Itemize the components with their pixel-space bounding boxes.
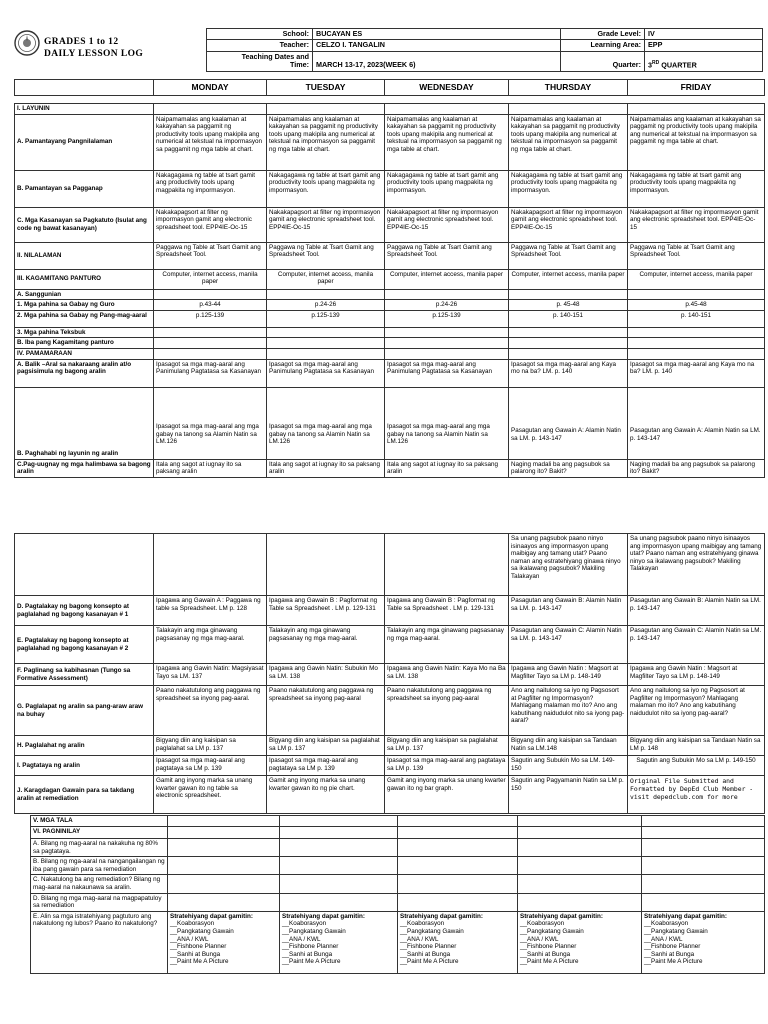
pagninilay-heading: VI. PAGNINILAY	[31, 827, 168, 839]
school-value: BUCAYAN ES	[313, 29, 561, 40]
cell: Naging madali ba ang pagsubok sa palarong ito? Bakit?	[509, 459, 628, 477]
row-label-pamamaraan: IV. PAMAMARAAN	[15, 348, 154, 359]
cell: Paggawa ng Table at Tsart Gamit ang Spreadsheet Tool.	[267, 242, 385, 269]
cell: p. 140-151	[628, 310, 765, 327]
lesson-table-bottom	[14, 533, 764, 814]
teacher-value: CELZO I. TANGALIN	[313, 40, 561, 51]
day-monday: MONDAY	[154, 80, 267, 96]
cell: Gamit ang inyong marka sa unang kwarter gawan ito ng table sa electronic spreadsheet.	[154, 776, 267, 814]
cell: Bigyang diin ang kaisipan sa Tandaan Natin sa LM.148	[509, 736, 628, 756]
cell: p.125-139	[267, 310, 385, 327]
day-tuesday: TUESDAY	[267, 80, 385, 96]
cell: Sagutin ang Subukin Mo sa LM p. 149-150	[628, 756, 765, 776]
cell: Ipasagot sa mga mag-aaral ang mga gabay na tanong sa Alamin Natin sa LM.126	[154, 387, 267, 459]
row-label-paglinang: F. Paglinang sa kabihasnan (Tungo sa Formative Assessment)	[15, 664, 154, 686]
cell: Computer, internet access, manila paper	[154, 269, 267, 289]
cell: Ipasagot sa mga mag-aaral ang Panimulang Pagtatasa sa Kasanayan	[267, 359, 385, 387]
cell: Naipamamalas ang kaalaman at kakayahan sa paggamit ng productivity tools upang makipila ang numerical at tekstual na impormasyon sa paggamit ng mga table at chart.	[267, 114, 385, 170]
cell: p. 140-151	[509, 310, 628, 327]
strategy-item: __Koaborasyon	[644, 920, 689, 928]
row-label-paghahabi: B. Paghahabi ng layunin ng aralin	[15, 387, 154, 459]
reflection-row-e: E. Alin sa mga istratehiyang pagtuturo ang nakatulong ng lubos? Paano ito nakatulong?	[31, 911, 168, 973]
row-label-pagtalakay-1: D. Pagtalakay ng bagong konsepto at paglalahad ng bagong kasanayan # 1	[15, 596, 154, 626]
cell: Computer, internet access, manila paper	[267, 269, 385, 289]
dates-value: MARCH 13-17, 2023(WEEK 6)	[313, 51, 561, 71]
cell: p.45-48	[628, 300, 765, 311]
day-blank	[15, 80, 154, 96]
strategy-item: __ANA / KWL	[520, 935, 559, 943]
strategy-item: __Sanhi at Bunga	[170, 950, 221, 958]
dates-label	[207, 51, 313, 71]
cell: p.24-26	[385, 300, 509, 311]
cell: Pasagutan ang Gawain C: Alamin Natin sa LM. p. 143-147	[628, 626, 765, 664]
quarter-label: Quarter:	[561, 51, 645, 71]
cell: Ano ang naitulong sa iyo ng Pagsosort at Pagfilter ng Impormasyon? Mahlagang malaman mo ito? Ano ang kabutihang naidudulot nito sa iyong pag-aaral?	[509, 686, 628, 736]
strategy-item: __Pangkatang Gawain	[644, 927, 708, 935]
row-label-nilalaman: II. NILALAMAN	[15, 242, 154, 269]
cell: Nakagagawa ng table at tsart gamit ang productivity tools upang magpakita ng impormasyon.	[509, 170, 628, 207]
strategy-item: __ANA / KWL	[644, 935, 683, 943]
strategy-item: __Koaborasyon	[282, 920, 327, 928]
cell: Bigyang diin ang kaisipan sa paglalahat sa LM p. 137	[154, 736, 267, 756]
cell: Pasagutan ang Gawain B: Alamin Natin sa LM. p. 143-147	[628, 596, 765, 626]
strategies-tuesday	[280, 911, 398, 973]
cell: Nakakapagsort at filter ng impormasyon gamit ang electronic spreadsheet tool. EPP4IE-Oc-15	[509, 207, 628, 242]
cell: Ipasagot sa mga mag-aaral ang Panimulang Pagtatasa sa Kasanayan	[385, 359, 509, 387]
cell: Talakayin ang mga ginawang pagsasanay ng mga mag-aaral.	[267, 626, 385, 664]
strategy-item: __ANA / KWL	[400, 935, 439, 943]
row-label-balik-aral: A. Balik –Aral sa nakaraang aralin at/o pagsisimula ng bagong aralin	[15, 359, 154, 387]
title-line-2: DAILY LESSON LOG	[44, 49, 144, 59]
cell: Nakakapagsort at filter ng impormasyon gamit ang electronic spreadsheet tool. EPP4IE-Oc-15	[385, 207, 509, 242]
cell: Naging madali ba ang pagsubok sa palarong ito? Bakit?	[628, 459, 765, 477]
mga-tala-heading: V. MGA TALA	[31, 816, 168, 827]
strategies-wednesday	[398, 911, 518, 973]
title-line-1: GRADES 1 to 12	[44, 37, 119, 47]
strategy-item: __Pangkatang Gawain	[170, 927, 234, 935]
deped-seal-logo	[14, 30, 40, 56]
strategy-item: __Paint Me A Picture	[170, 958, 229, 966]
cell: Paggawa ng Table at Tsart Gamit ang Spreadsheet Tool.	[385, 242, 509, 269]
cell: Itala ang sagot at iugnay ito sa paksang aralin	[267, 459, 385, 477]
cell: p.125-139	[154, 310, 267, 327]
strategy-item: __Koaborasyon	[520, 920, 565, 928]
row-label-pamantayan-sa-pagganap: B. Pamantayan sa Pagganap	[15, 170, 154, 207]
strategy-item: __Pangkatang Gawain	[282, 927, 346, 935]
cell: Ano ang naitulong sa iyo ng Pagsosort at Pagfilter ng Impormasyon? Mahlagang malaman mo ito? Ano ang kabutihang naidudulot nito sa iyong pag-aaral?	[628, 686, 765, 736]
cell: Bigyang diin ang kaisipan sa paglalahat sa LM p. 137	[267, 736, 385, 756]
cell: p.43-44	[154, 300, 267, 311]
cell: Paggawa ng Table at Tsart Gamit ang Spreadsheet Tool.	[509, 242, 628, 269]
row-label-pagtalakay-2: E. Pagtalakay ng bagong konsepto at paglalahad ng bagong kasanayan # 2	[15, 626, 154, 664]
cell: Ipasagot sa mga mag-aaral ang Kaya mo na ba? LM. p. 140	[628, 359, 765, 387]
cell: Bigyang diin ang kaisipan sa Tandaan Natin sa LM p. 148	[628, 736, 765, 756]
strategies-title: Stratehiyang dapat gamitin:	[400, 912, 483, 920]
cell: Itala ang sagot at iugnay ito sa paksang aralin	[154, 459, 267, 477]
day-wednesday: WEDNESDAY	[385, 80, 509, 96]
row-label-paglalahat: H. Paglalahat ng aralin	[15, 736, 154, 756]
cell: p.125-139	[385, 310, 509, 327]
cell: Ipagawa ang Gawin Natin : Magsort at Magfilter Tayo sa LM p. 148-149	[509, 664, 628, 686]
reflection-row-a: A. Bilang ng mag-aaral na nakakuha ng 80% sa pagtataya.	[31, 839, 168, 857]
reflection-row-d: D. Bilang ng mga mag-aaral na magpapatuloy sa remediation	[31, 893, 168, 911]
quarter-value: 3RD QUARTER	[645, 51, 763, 71]
row-label-pagtataya: I. Pagtataya ng aralin	[15, 756, 154, 776]
cell: Paano nakatutulong ang paggawa ng spreadsheet sa inyong pag-aaral	[267, 686, 385, 736]
cell: Paano nakatutulong ang paggawa ng spreadsheet sa inyong pag-aaral.	[154, 686, 267, 736]
strategies-title: Stratehiyang dapat gamitin:	[282, 912, 365, 920]
strategies-title: Stratehiyang dapat gamitin:	[644, 912, 727, 920]
cell: Pasagutan ang Gawain C: Alamin Natin sa LM. p. 143-147	[509, 626, 628, 664]
cell: Nakagagawa ng table at tsart gamit ang productivity tools upang magpakita ng impormasyon.	[385, 170, 509, 207]
row-label-kagamitang-panturo: III. KAGAMITANG PANTURO	[15, 269, 154, 289]
school-label: School:	[207, 29, 313, 40]
row-label-sanggunian: A. Sanggunian	[15, 289, 154, 300]
strategy-item: __Pangkatang Gawain	[400, 927, 464, 935]
cell: Naipamamalas ang kaalaman at kakayahan sa paggamit ng productivity tools upang makipila ang numerical at tekstual na impormasyon sa paggamit ng mga table at chart.	[509, 114, 628, 170]
area-value: EPP	[645, 40, 763, 51]
reflection-row-b: B. Bilang ng mga-aaral na nangangailangan ng iba pang gawain para sa remediation	[31, 857, 168, 875]
strategy-item: __ANA / KWL	[170, 935, 209, 943]
strategy-item: __Sanhi at Bunga	[400, 950, 451, 958]
strategy-item: __Fishbone Planner	[644, 943, 701, 951]
cell: Ipagawa ang Gawin Natin : Magsort at Magfilter Tayo sa LM p. 148-149	[628, 664, 765, 686]
row-label-gabay-pang-mag-aaral: 2. Mga pahina sa Gabay ng Pang-mag-aaral	[15, 310, 154, 327]
cell: Ipasagot sa mga mag-aaral ang Kaya mo na ba? LM. p. 140	[509, 359, 628, 387]
row-label-mga-kasanayan: C. Mga Kasanayan sa Pagkatuto (Isulat ang code ng bawat kasanayan)	[15, 207, 154, 242]
teacher-label: Teacher:	[207, 40, 313, 51]
cell: Pasagutan ang Gawain A: Alamin Natin sa LM. p. 143-147	[509, 387, 628, 459]
strategies-thursday	[518, 911, 642, 973]
cell: Nakagagawa ng table at tsart gamit ang productivity tools upang magpakita ng impormasyon.	[628, 170, 765, 207]
cell: Ipagawa ang Gawin Natin: Subukin Mo sa LM. 138	[267, 664, 385, 686]
reflection-row-c: C. Nakatulong ba ang remediation? Bilang ng mag-aaral na nakaunawa sa aralin.	[31, 875, 168, 893]
grade-value: IV	[645, 29, 763, 40]
row-label-paglalapat: G. Paglalapat ng aralin sa pang-araw araw na buhay	[15, 686, 154, 736]
cell: Sagutin ang Pagyamanin Natin sa LM p. 150	[509, 776, 628, 814]
cell: Ipagawa ang Gawin Natin: Kaya Mo na Ba sa LM. 138	[385, 664, 509, 686]
row-label-teksbuk: 3. Mga pahina Teksbuk	[15, 327, 154, 338]
strategies-title: Stratehiyang dapat gamitin:	[170, 912, 253, 920]
row-label-iba-pang-kagamitan: B. Iba pang Kagamitang panturo	[15, 338, 154, 349]
strategy-item: __Pangkatang Gawain	[520, 927, 584, 935]
grade-label: Grade Level:	[561, 29, 645, 40]
strategy-item: __Paint Me A Picture	[644, 958, 703, 966]
area-label: Learning Area:	[561, 40, 645, 51]
day-header	[14, 79, 764, 96]
cell: Ipasagot sa mga mag-aaral ang Panimulang Pagtatasa sa Kasanayan	[154, 359, 267, 387]
cell: Pasagutan ang Gawain A: Alamin Natin sa LM. p. 143-147	[628, 387, 765, 459]
strategies-friday	[642, 911, 765, 973]
cell: Ipasagot sa mga mag-aaral ang pagtataya sa LM p. 139	[385, 756, 509, 776]
strategy-item: __Fishbone Planner	[400, 943, 457, 951]
strategy-item: __Fishbone Planner	[520, 943, 577, 951]
row-label-pag-uugnay: C.Pag-uugnay ng mga halimbawa sa bagong aralin	[15, 459, 154, 477]
cell: Ipagawa ang Gawain A : Paggawa ng table sa Spreadsheet. LM p. 128	[154, 596, 267, 626]
row-label-karagdagan-gawain: J. Karagdagan Gawain para sa takdang aralin at remediation	[15, 776, 154, 814]
dates-label-2: Time:	[289, 60, 309, 70]
strategy-item: __Paint Me A Picture	[520, 958, 579, 966]
cell: Naipamamalas ang kaalaman at kakayahan sa paggamit ng productivity tools upang makipila ang numerical at tekstual na impormasyon sa paggamit ng mga table at chart.	[154, 114, 267, 170]
cell: Nakagagawa ng table at tsart gamit ang productivity tools upang magpakita ng impormasyon.	[267, 170, 385, 207]
row-label-gabay-ng-guro: 1. Mga pahina sa Gabay ng Guro	[15, 300, 154, 311]
cell: Paano nakatutulong ang paggawa ng spreadsheet sa inyong pag-aaral	[385, 686, 509, 736]
cell: Nakakapagsort at filter ng impormasyon gamit ang electronic spreadsheet tool. EPP4IE-Oc-15	[267, 207, 385, 242]
strategy-item: __Koaborasyon	[170, 920, 215, 928]
cell: Ipagawa ang Gawain B : Pagformat ng Table sa Spreadsheet . LM p. 129-131	[267, 596, 385, 626]
dates-label-1: Teaching Dates and	[241, 51, 309, 61]
day-friday: FRIDAY	[628, 80, 765, 96]
strategy-item: __Paint Me A Picture	[282, 958, 341, 966]
cell: Paggawa ng Table at Tsart Gamit ang Spreadsheet Tool.	[628, 242, 765, 269]
lesson-table-top	[14, 103, 764, 478]
cell: p.24-26	[267, 300, 385, 311]
cell: Computer, internet access, manila paper	[509, 269, 628, 289]
strategies-title: Stratehiyang dapat gamitin:	[520, 912, 603, 920]
cell: Paggawa ng Table at Tsart Gamit ang Spreadsheet Tool.	[154, 242, 267, 269]
strategy-item: __Sanhi at Bunga	[520, 950, 571, 958]
cell: Ipasagot sa mga mag-aaral ang pagtataya sa LM p. 139	[267, 756, 385, 776]
strategy-item: __Sanhi at Bunga	[282, 950, 333, 958]
cell: p. 45-48	[509, 300, 628, 311]
cell: Bigyang diin ang kaisipan sa paglalahat sa LM p. 137	[385, 736, 509, 756]
strategy-item: __Fishbone Planner	[170, 943, 227, 951]
cell: Computer, internet access, manila paper	[628, 269, 765, 289]
row-label-pamantayang-pangnilalaman: A. Pamantayang Pangnilalaman	[15, 114, 154, 170]
cell: Nakagagawa ng table at tsart gamit ang productivity tools upang magpakita ng impormasyon.	[154, 170, 267, 207]
cell: Ipasagot sa mga mag-aaral ang mga gabay na tanong sa Alamin Natin sa LM.126	[267, 387, 385, 459]
strategy-item: __Fishbone Planner	[282, 943, 339, 951]
cell: Gamit ang inyong marka sa unang kwarter gawan ito ng pie chart.	[267, 776, 385, 814]
cell: Pasagutan ang Gawain B: Alamin Natin sa LM. p. 143-147	[509, 596, 628, 626]
cell: Ipagawa ang Gawain B : Pagformat ng Table sa Spreadsheet . LM p. 129-131	[385, 596, 509, 626]
strategy-item: __Paint Me A Picture	[400, 958, 459, 966]
strategy-item: __Koaborasyon	[400, 920, 445, 928]
strategy-item: __ANA / KWL	[282, 935, 321, 943]
cell: Nakakapagsort at filter ng impormasyon gamit ang electronic spreadsheet tool. EPP4IE-Oc-15	[154, 207, 267, 242]
layunin-heading: I. LAYUNIN	[15, 104, 154, 115]
cell: Sagutin ang Subukin Mo sa LM. 149-150	[509, 756, 628, 776]
reflection-table	[30, 815, 764, 974]
cell: Gamit ang inyong marka sa unang kwarter gawan ito ng bar graph.	[385, 776, 509, 814]
cell: Ipagawa ang Gawin Natin: Magsiyasat Tayo sa LM. 137	[154, 664, 267, 686]
cell: Naipamamalas ang kaalaman at kakayahan sa paggamit ng productivity tools upang makipila ang numerical at tekstual na impormasyon sa paggamit ng mga table at chart.	[385, 114, 509, 170]
cell: Nakakapagsort at filter ng impormasyon gamit ang electronic spreadsheet tool. EPP4IE-Oc-15	[628, 207, 765, 242]
cell: Talakayin ang mga ginawang pagsasanay ng mga mag-aaral.	[385, 626, 509, 664]
strategies-monday	[168, 911, 280, 973]
cell: Naipamamalas ang kaalaman at kakayahan sa paggamit ng productivity tools upang makipila ang numerical at tekstual na impormasyon sa paggamit ng mga table at chart.	[628, 114, 765, 170]
cell: Itala ang sagot at iugnay ito sa paksang aralin	[385, 459, 509, 477]
day-thursday: THURSDAY	[509, 80, 628, 96]
cell: Sa unang pagsubok paano ninyo isinaayos ang impormasyon upang maibigay ang tamang utat? Paano naman ang estratehiyang ginawa ninyo sa ikalawang pagsubok? Makiling Talakayan	[509, 534, 628, 596]
header-info	[206, 28, 762, 72]
cell: Ipasagot sa mga mag-aaral ang mga gabay na tanong sa Alamin Natin sa LM.126	[385, 387, 509, 459]
cell: Computer, internet access, manila paper	[385, 269, 509, 289]
cell: Ipasagot sa mga mag-aaral ang pagtataya sa LM p. 139	[154, 756, 267, 776]
cell: Sa unang pagsubok paano ninyo isinaayos ang impormasyon upang maibigay ang tamang utat? Paano naman ang estratehiyang ginawa ninyo sa ikalawang pagsubok? Makiling Talakayan	[628, 534, 765, 596]
cell: Talakayin ang mga ginawang pagsasanay ng mga mag-aaral.	[154, 626, 267, 664]
strategy-item: __Sanhi at Bunga	[644, 950, 695, 958]
depedclub-watermark-note: Original File Submitted and Formatted by DepEd Club Member - visit depedclub.com for more	[628, 776, 765, 814]
